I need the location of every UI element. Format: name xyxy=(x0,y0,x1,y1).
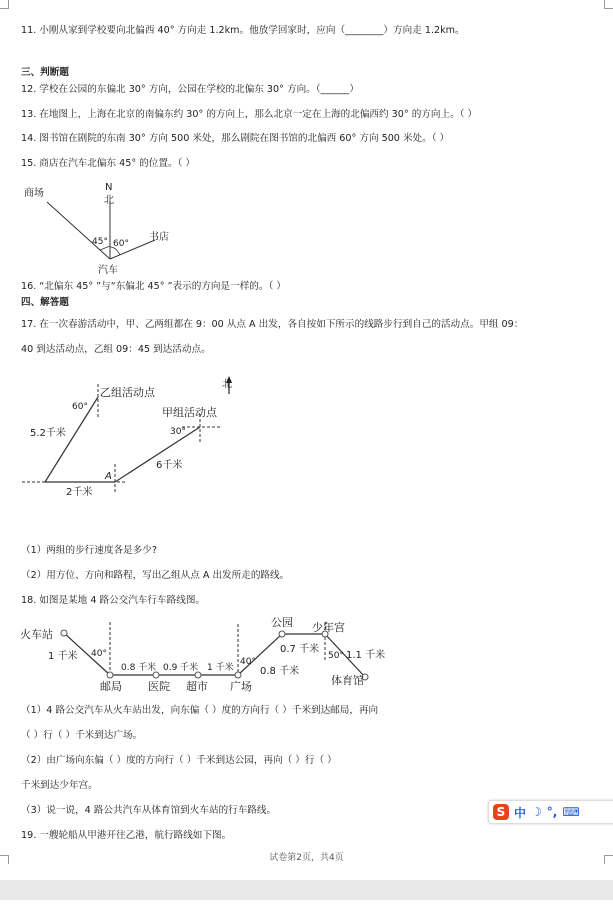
label-market: 超市 xyxy=(186,680,208,693)
question-17-line1: 17. 在一次春游活动中，甲、乙两组都在 9：00 从点 A 出发，各自按如下所示的线路步行到自己的活动点。甲组 09： xyxy=(21,319,524,330)
label-6km: 6千米 xyxy=(156,460,183,471)
label-a3: 50° xyxy=(328,651,344,661)
question-16: 16. “北偏东 45° ”与“东偏北 45° ”表示的方向是一样的。（ ） xyxy=(21,281,286,292)
segment-6km xyxy=(115,427,200,482)
label-post: 邮局 xyxy=(100,680,122,693)
label-gym: 体育馆 xyxy=(331,674,364,687)
ray-to-mall xyxy=(47,202,110,259)
question-18-sub2-line1: （2）由广场向东偏（ ）度的方向行（ ）千米到达公园，再向（ ）行（ ） xyxy=(21,755,337,766)
label-point-a: A xyxy=(105,471,112,482)
label-a2: 40° xyxy=(240,657,256,667)
label-2km: 2千米 xyxy=(66,487,93,498)
label-group-a: 甲组活动点 xyxy=(162,406,217,419)
label-bookstore: 书店 xyxy=(149,232,169,243)
node-park xyxy=(279,631,285,637)
node-station xyxy=(61,630,67,636)
label-mall: 商场 xyxy=(24,188,44,199)
node-square xyxy=(235,672,241,678)
ime-toolbar[interactable] xyxy=(488,800,613,824)
crop-mark xyxy=(604,0,613,9)
sogou-logo-icon[interactable]: S xyxy=(493,804,509,820)
question-18-sub3: （3）说一说，4 路公共汽车从体育馆到火车站的行车路线。 xyxy=(21,805,277,816)
label-n: N xyxy=(105,182,113,193)
keyboard-icon[interactable]: ⌨ xyxy=(562,805,580,819)
question-18-sub1-line2: （ ）行（ ）千米到达广场。 xyxy=(21,730,143,741)
ime-mode-toggle[interactable]: 中 xyxy=(514,805,527,820)
question-12: 12. 学校在公园的东偏北 30° 方向，公园在学校的北偏东 30° 方向。（______） xyxy=(21,84,359,95)
question-19: 19. 一艘轮船从甲港开往乙港，航行路线如下图。 xyxy=(21,830,232,841)
label-hospital: 医院 xyxy=(148,680,170,693)
question-14: 14. 图书馆在剧院的东南 30° 方向 500 米处，那么剧院在图书馆的北偏西 60° 方向 500 米处。（ ） xyxy=(21,133,450,144)
question-18-sub1-line1: （1）4 路公交汽车从火车站出发，向东偏（ ）度的方向行（ ）千米到达邮局，再向 xyxy=(21,705,379,716)
punctuation-toggle[interactable]: °, xyxy=(546,805,558,819)
page-footer: 试卷第2页，共4页 xyxy=(269,853,344,863)
label-d4: 1 千米 xyxy=(207,663,234,673)
crop-mark xyxy=(0,855,9,864)
label-d6: 0.7 千米 xyxy=(280,644,320,655)
figure-q15 xyxy=(20,176,190,276)
label-a1: 40° xyxy=(91,649,107,659)
question-18-sub2-line2: 千米到达少年宫。 xyxy=(21,780,98,791)
label-group-b: 乙组活动点 xyxy=(100,386,155,399)
label-5-2km: 5.2千米 xyxy=(30,428,66,439)
question-13: 13. 在地图上，上海在北京的南偏东约 30° 的方向上，那么北京一定在上海的北偏西约 30° 的方向上。（ ） xyxy=(21,109,478,120)
label-north: 北 xyxy=(104,195,114,206)
section-4-heading: 四、解答题 xyxy=(21,297,69,308)
label-north: 北 xyxy=(222,379,232,390)
label-d1: 1 千米 xyxy=(48,651,78,662)
label-angle-60: 60° xyxy=(72,402,88,412)
crop-mark xyxy=(0,0,9,9)
crop-mark xyxy=(604,855,613,864)
label-d7: 1.1 千米 xyxy=(346,650,386,661)
section-3-heading: 三、判断题 xyxy=(21,67,69,78)
figure-q17 xyxy=(22,372,252,502)
label-park: 公园 xyxy=(271,616,293,629)
question-11: 11. 小刚从家到学校要向北偏西 40° 方向走 1.2km。他放学回家时，应向（________）方向走 1.2km。 xyxy=(21,25,465,36)
question-18: 18. 如图是某地 4 路公交汽车行车路线图。 xyxy=(21,595,206,606)
figure-q18 xyxy=(20,612,400,696)
label-angle-45: 45° xyxy=(92,237,108,247)
label-d2: 0.8 千米 xyxy=(121,663,157,673)
node-post xyxy=(107,672,113,678)
question-17-sub2: （2）用方位、方向和路程，写出乙组从点 A 出发所走的路线。 xyxy=(21,570,290,581)
next-page-edge xyxy=(0,900,613,918)
question-17-line2: 40 到达活动点，乙组 09：45 到达活动点。 xyxy=(21,344,211,355)
label-angle-60: 60° xyxy=(113,239,129,249)
label-d3: 0.9 千米 xyxy=(163,663,199,673)
label-square: 广场 xyxy=(230,680,252,693)
label-angle-30: 30° xyxy=(170,427,186,437)
moon-icon[interactable]: ☽ xyxy=(531,805,542,819)
label-youth: 少年宫 xyxy=(312,621,345,634)
label-d5: 0.8 千米 xyxy=(260,666,300,677)
label-station: 火车站 xyxy=(20,628,53,641)
question-17-sub1: （1）两组的步行速度各是多少? xyxy=(21,545,157,556)
question-15: 15. 商店在汽车北偏东 45° 的位置。（ ） xyxy=(21,158,195,169)
label-car: 汽车 xyxy=(98,265,118,276)
